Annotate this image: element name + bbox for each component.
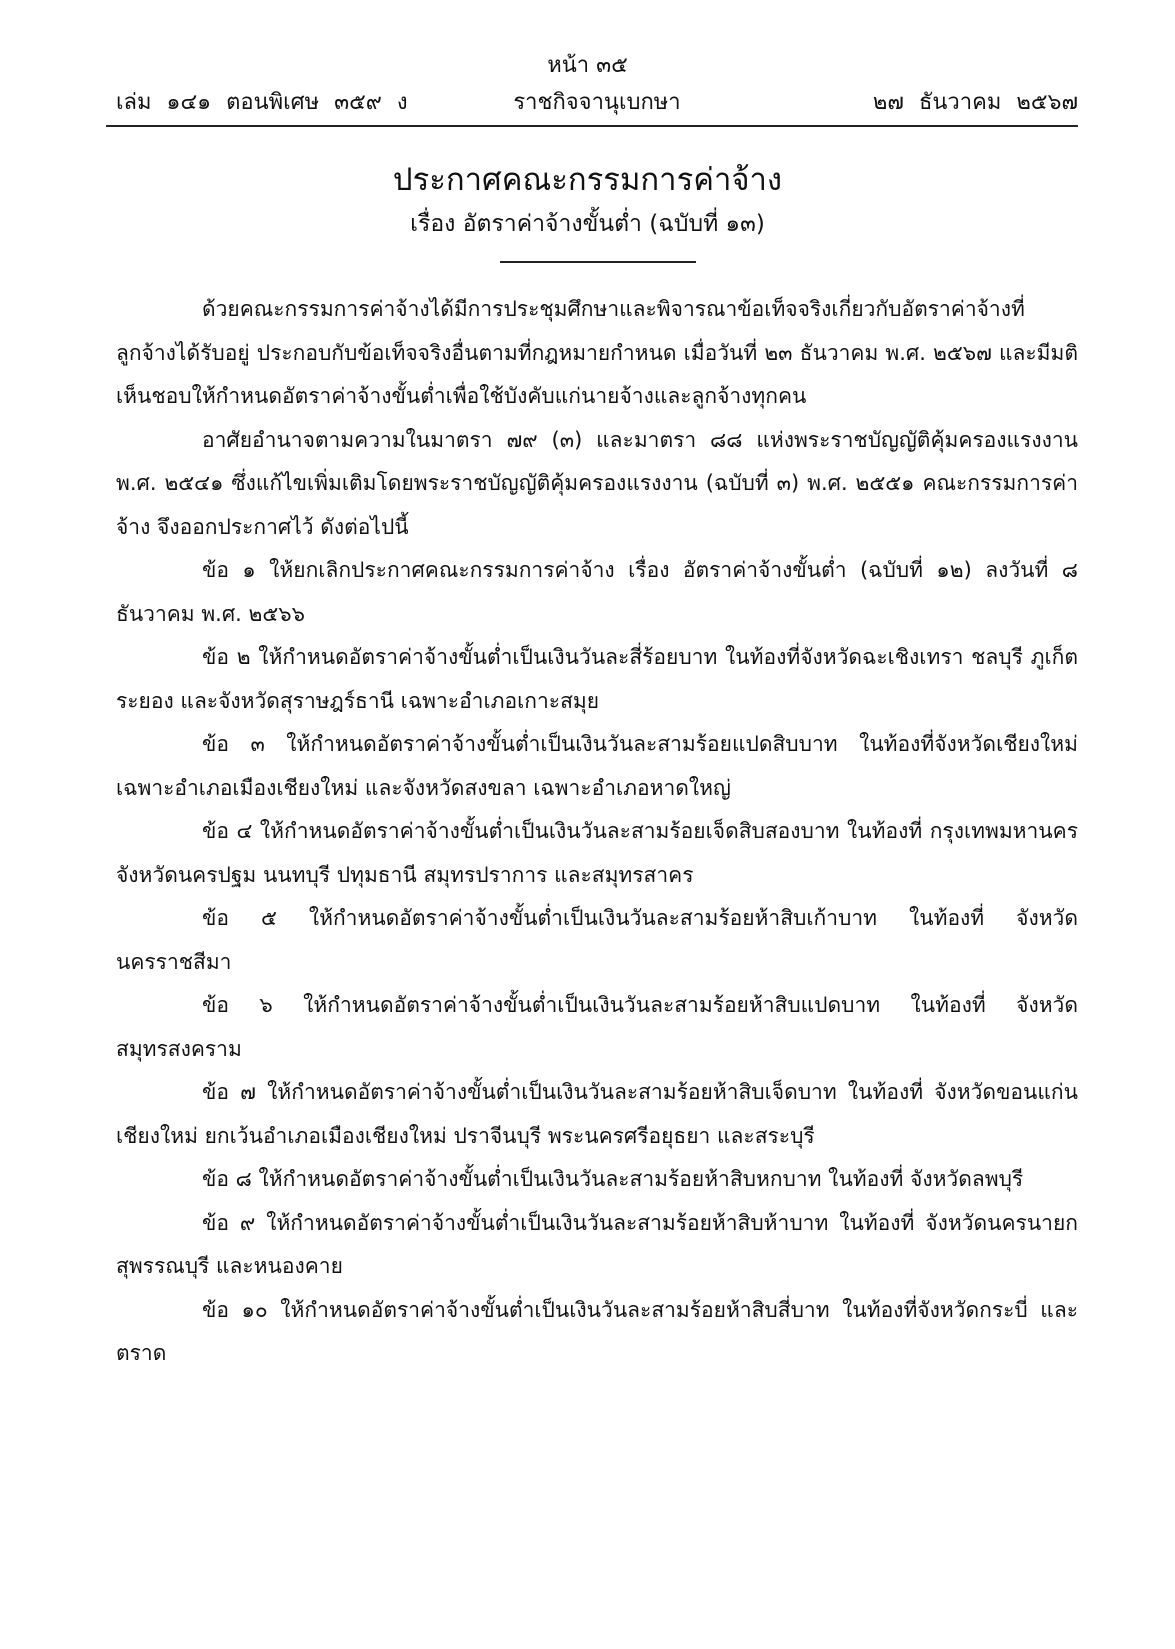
header-divider: [106, 125, 1078, 127]
clause-6: ข้อ ๖ ให้กำหนดอัตราค่าจ้างขั้นต่ำเป็นเงินวันละสามร้อยห้าสิบแปดบาท ในท้องที่ จังหวัดสมุทรสงคราม: [116, 993, 1078, 1061]
paragraph-preamble: ด้วยคณะกรรมการค่าจ้างได้มีการประชุมศึกษาและพิจารณาข้อเท็จจริงเกี่ยวกับอัตราค่าจ้างที่ลูกจ้างได้รับอยู่ ประกอบกับข้อเท็จจริงอื่นตามที่กฎหมายกำหนด เมื่อวันที่ ๒๓ ธันวาคม พ.ศ. ๒๕๖๗ และมีมติเห็นชอบให้กำหนดอัตราค่าจ้างขั้นต่ำเพื่อใช้บังคับแก่นายจ้างและลูกจ้างทุกคน: [116, 297, 1078, 408]
clause-2: ข้อ ๒ ให้กำหนดอัตราค่าจ้างขั้นต่ำเป็นเงินวันละสี่ร้อยบาท ในท้องที่จังหวัดฉะเชิงเทรา ชลบุรี ภูเก็ต ระยอง และจังหวัดสุราษฎร์ธานี เฉพาะอำเภอเกาะสมุย: [116, 645, 1078, 713]
clause-10: ข้อ ๑๐ ให้กำหนดอัตราค่าจ้างขั้นต่ำเป็นเงินวันละสามร้อยห้าสิบสี่บาท ในท้องที่จังหวัดกระบี่ และตราด: [116, 1297, 1078, 1365]
gazette-date: ๒๗ ธันวาคม ๒๕๖๗: [872, 90, 1078, 115]
gazette-volume: เล่ม ๑๔๑ ตอนพิเศษ ๓๕๙ ง: [116, 90, 408, 115]
clause-4: ข้อ ๔ ให้กำหนดอัตราค่าจ้างขั้นต่ำเป็นเงินวันละสามร้อยเจ็ดสิบสองบาท ในท้องที่ กรุงเทพมหานคร จังหวัดนครปฐม นนทบุรี ปทุมธานี สมุทรปราการ และสมุทรสาคร: [116, 819, 1078, 887]
gazette-publication: ราชกิจจานุเบกษา: [513, 90, 681, 115]
title-underline: [500, 261, 696, 263]
clause-3: ข้อ ๓ ให้กำหนดอัตราค่าจ้างขั้นต่ำเป็นเงินวันละสามร้อยแปดสิบบาท ในท้องที่จังหวัดเชียงใหม่ เฉพาะอำเภอเมืองเชียงใหม่ และจังหวัดสงขลา เฉพาะอำเภอหาดใหญ่: [116, 732, 1078, 800]
gazette-header: [116, 88, 1078, 120]
document-title: ประกาศคณะกรรมการค่าจ้าง: [392, 162, 783, 198]
clause-1: ข้อ ๑ ให้ยกเลิกประกาศคณะกรรมการค่าจ้าง เรื่อง อัตราค่าจ้างขั้นต่ำ (ฉบับที่ ๑๒) ลงวันที่ ๘ ธันวาคม พ.ศ. ๒๕๖๖: [116, 558, 1078, 626]
document-subtitle: เรื่อง อัตราค่าจ้างขั้นต่ำ (ฉบับที่ ๑๓): [410, 211, 765, 237]
page-number: หน้า ๓๕: [547, 53, 628, 78]
paragraph-authority: อาศัยอำนาจตามความในมาตรา ๗๙ (๓) และมาตรา ๘๘ แห่งพระราชบัญญัติคุ้มครองแรงงาน พ.ศ. ๒๕๔๑ ซึ่งแก้ไขเพิ่มเติมโดยพระราชบัญญัติคุ้มครองแรงงาน (ฉบับที่ ๓) พ.ศ. ๒๕๕๑ คณะกรรมการค่าจ้าง จึงออกประกาศไว้ ดังต่อไปนี้: [116, 427, 1078, 539]
clause-5: ข้อ ๕ ให้กำหนดอัตราค่าจ้างขั้นต่ำเป็นเงินวันละสามร้อยห้าสิบเก้าบาท ในท้องที่ จังหวัดนครราชสีมา: [116, 906, 1078, 974]
document-body: [116, 288, 1078, 1376]
clause-9: ข้อ ๙ ให้กำหนดอัตราค่าจ้างขั้นต่ำเป็นเงินวันละสามร้อยห้าสิบห้าบาท ในท้องที่ จังหวัดนครนายก สุพรรณบุรี และหนองคาย: [116, 1210, 1078, 1278]
clause-7: ข้อ ๗ ให้กำหนดอัตราค่าจ้างขั้นต่ำเป็นเงินวันละสามร้อยห้าสิบเจ็ดบาท ในท้องที่ จังหวัดขอนแก่น เชียงใหม่ ยกเว้นอำเภอเมืองเชียงใหม่ ปราจีนบุรี พระนครศรีอยุธยา และสระบุรี: [116, 1080, 1078, 1148]
clause-8: ข้อ ๘ ให้กำหนดอัตราค่าจ้างขั้นต่ำเป็นเงินวันละสามร้อยห้าสิบหกบาท ในท้องที่ จังหวัดลพบุรี: [202, 1167, 1024, 1191]
